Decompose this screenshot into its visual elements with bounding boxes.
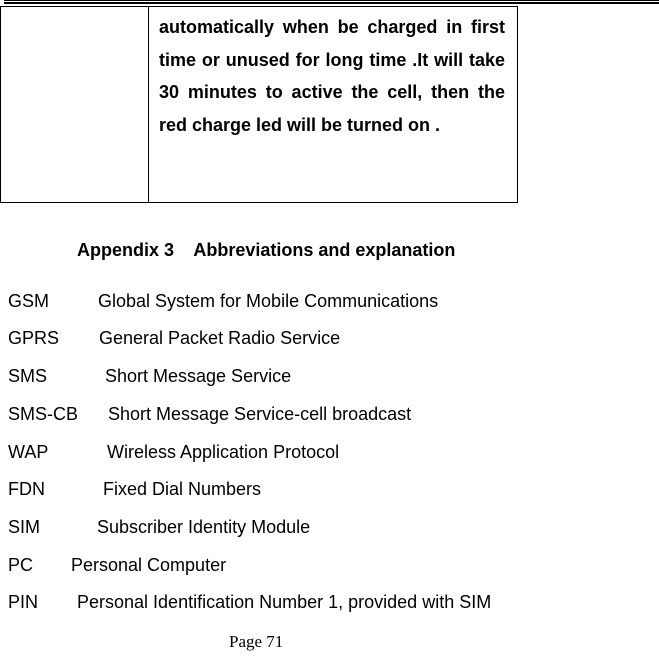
abbreviation-term: GSM <box>8 291 50 311</box>
table-cell-empty <box>1 7 149 203</box>
abbreviation-term: PC <box>8 555 34 575</box>
appendix-heading: Appendix 3 Abbreviations and explanation <box>77 240 456 260</box>
table-cell-description <box>149 7 518 203</box>
abbreviation-item <box>8 478 262 500</box>
abbreviation-term: PIN <box>8 592 39 612</box>
abbreviation-item <box>8 441 340 463</box>
abbreviation-definition: Wireless Application Protocol <box>107 442 340 462</box>
table-row <box>1 7 518 203</box>
abbreviation-term: SMS-CB <box>8 404 79 424</box>
abbreviation-definition: Fixed Dial Numbers <box>103 479 262 499</box>
abbreviation-term: SMS <box>8 366 48 386</box>
abbreviation-term: SIM <box>8 517 41 537</box>
abbreviation-definition: Subscriber Identity Module <box>97 517 311 537</box>
abbreviation-definition: Personal Identification Number 1, provided with SIM <box>77 592 492 612</box>
charging-description: automatically when be charged in first time or unused for long time .It will take 30 minutes to active the cell, then the red charge led will be turned on . <box>159 17 505 135</box>
abbreviation-item <box>8 516 311 538</box>
abbreviation-definition: Short Message Service <box>105 366 292 386</box>
abbreviation-definition: General Packet Radio Service <box>99 328 341 348</box>
continuation-table <box>0 6 518 203</box>
top-rule <box>4 0 659 4</box>
abbreviation-definition: Global System for Mobile Communications <box>98 291 439 311</box>
abbreviation-item <box>8 290 439 312</box>
abbreviation-item <box>8 365 292 387</box>
page-number: Page 71 <box>229 632 284 651</box>
abbreviation-item <box>8 591 492 613</box>
abbreviation-item <box>8 327 341 349</box>
abbreviation-term: FDN <box>8 479 45 499</box>
abbreviation-item <box>8 403 412 425</box>
abbreviation-term: GPRS <box>8 328 60 348</box>
abbreviation-definition: Short Message Service-cell broadcast <box>108 404 412 424</box>
abbreviation-item <box>8 554 227 576</box>
abbreviation-term: WAP <box>8 442 49 462</box>
abbreviation-definition: Personal Computer <box>71 555 227 575</box>
